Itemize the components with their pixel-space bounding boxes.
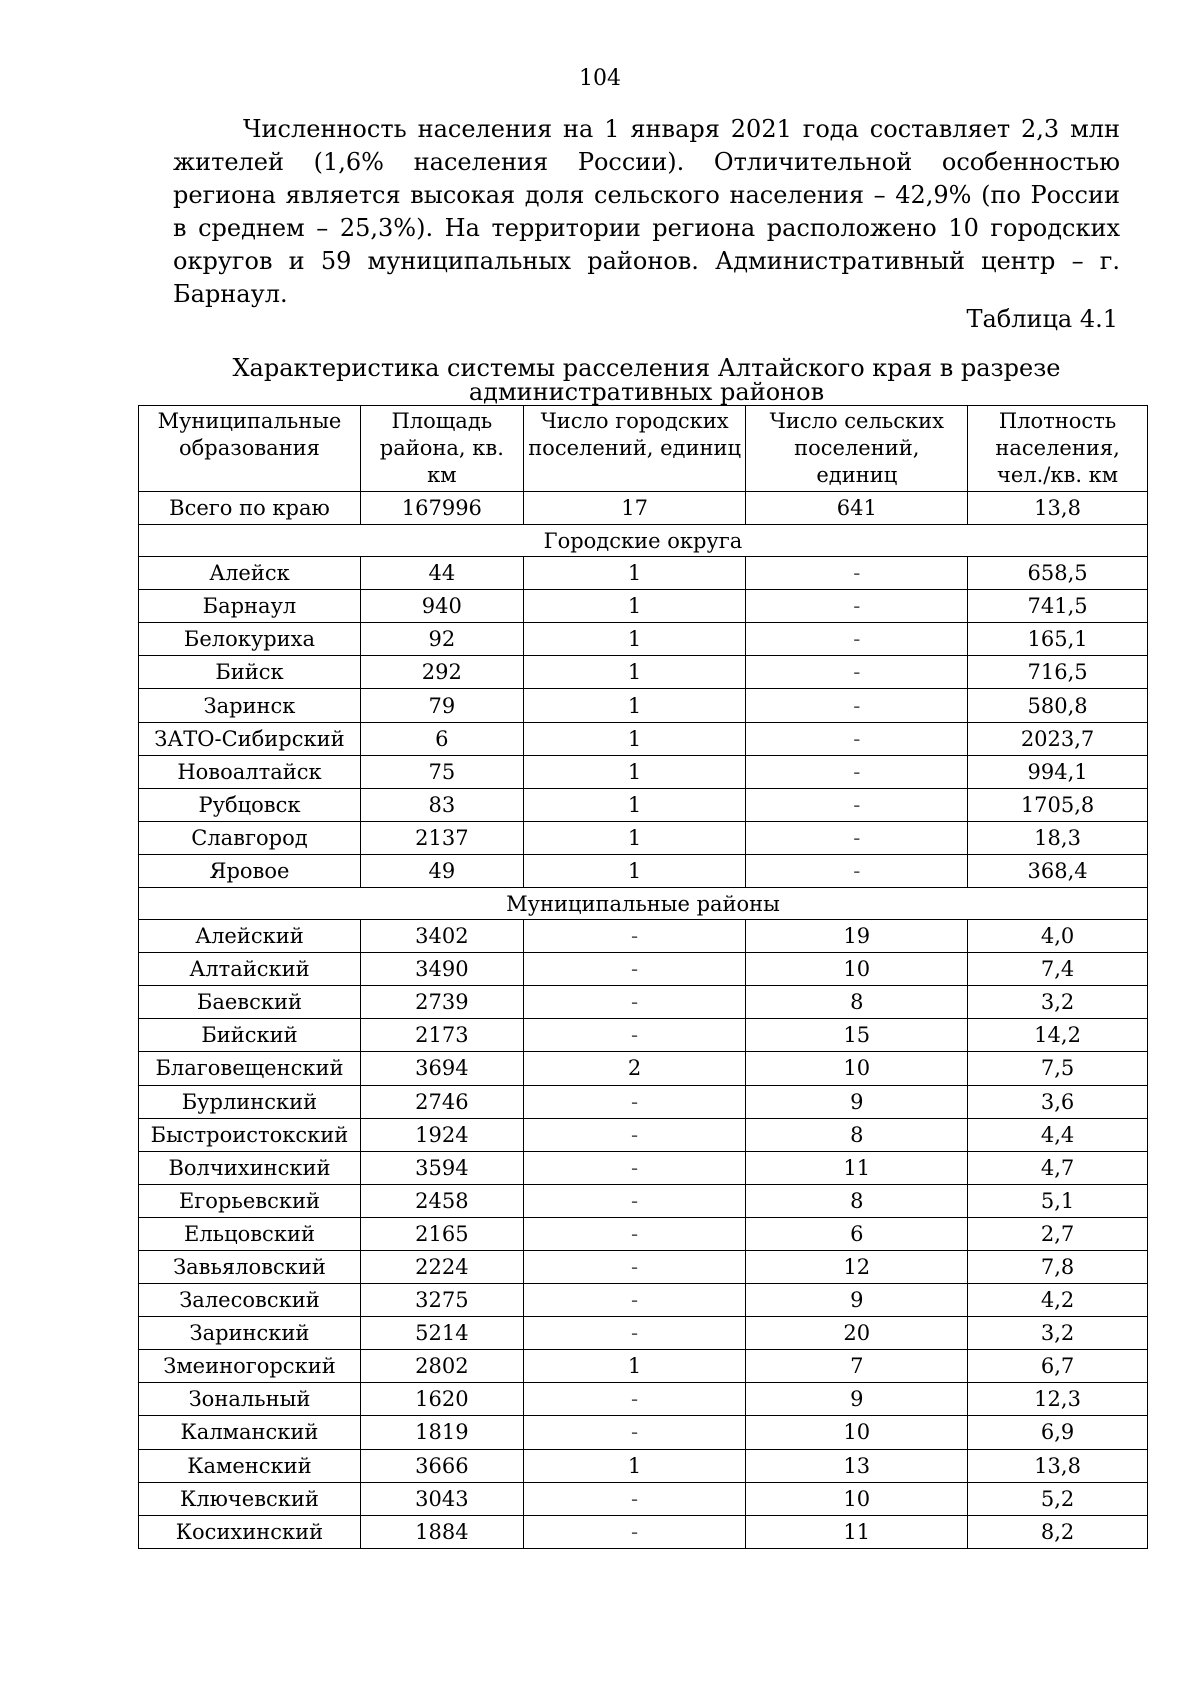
table-row: [139, 689, 1148, 722]
table-cell: 10: [746, 1482, 968, 1515]
table-row: [139, 821, 1148, 854]
table-cell: Бийский: [139, 1019, 361, 1052]
table-cell: Новоалтайск: [139, 755, 361, 788]
table-cell: 1: [523, 1350, 746, 1383]
table-cell: 3,2: [968, 986, 1148, 1019]
table-cell: -: [746, 821, 968, 854]
table-cell: ЗАТО-Сибирский: [139, 722, 361, 755]
table-cell: 1705,8: [968, 788, 1148, 821]
table-cell: -: [746, 854, 968, 887]
table-cell: 12: [746, 1250, 968, 1283]
table-cell: 292: [360, 656, 523, 689]
table-cell: 9: [746, 1383, 968, 1416]
table-cell: 2: [523, 1052, 746, 1085]
table-row: [139, 623, 1148, 656]
table-cell: 13,8: [968, 492, 1148, 525]
table-row: [139, 953, 1148, 986]
table-cell: 2023,7: [968, 722, 1148, 755]
table-row: [139, 1151, 1148, 1184]
table-cell: 994,1: [968, 755, 1148, 788]
table-row: [139, 1284, 1148, 1317]
table-cell: -: [746, 590, 968, 623]
table-cell: 1: [523, 590, 746, 623]
table-cell: 167996: [360, 492, 523, 525]
table-cell: 75: [360, 755, 523, 788]
table-header: [139, 406, 1148, 492]
table-cell: 1924: [360, 1118, 523, 1151]
table-row: [139, 788, 1148, 821]
table-cell: 1819: [360, 1416, 523, 1449]
table-cell: 5,2: [968, 1482, 1148, 1515]
table-cell: 18,3: [968, 821, 1148, 854]
header-cell-area: Площадь района, кв. км: [360, 406, 523, 492]
table-cell: 4,2: [968, 1284, 1148, 1317]
table-cell: Ельцовский: [139, 1217, 361, 1250]
table-cell: -: [523, 1184, 746, 1217]
table-row: [139, 557, 1148, 590]
table-cell: 6,9: [968, 1416, 1148, 1449]
table-cell: 1: [523, 1449, 746, 1482]
table-cell: Волчихинский: [139, 1151, 361, 1184]
table-cell: 83: [360, 788, 523, 821]
table-cell: 11: [746, 1515, 968, 1548]
table-cell: 6,7: [968, 1350, 1148, 1383]
header-cell-urban-settlements: Число городских поселений, единиц: [523, 406, 746, 492]
table-cell: 4,0: [968, 920, 1148, 953]
table-cell: 13,8: [968, 1449, 1148, 1482]
table-cell: Ключевский: [139, 1482, 361, 1515]
table-cell: 8,2: [968, 1515, 1148, 1548]
table-cell: -: [523, 1151, 746, 1184]
table-cell: 1: [523, 788, 746, 821]
table-cell: -: [523, 1284, 746, 1317]
table-cell: Барнаул: [139, 590, 361, 623]
table-cell: 3043: [360, 1482, 523, 1515]
table-cell: 5,1: [968, 1184, 1148, 1217]
table-cell: 7,4: [968, 953, 1148, 986]
table-cell: 8: [746, 1118, 968, 1151]
table-cell: 9: [746, 1284, 968, 1317]
table-cell: 3,2: [968, 1317, 1148, 1350]
table-cell: Белокуриха: [139, 623, 361, 656]
table-cell: 5214: [360, 1317, 523, 1350]
table-cell: 6: [360, 722, 523, 755]
table-cell: 4,7: [968, 1151, 1148, 1184]
table-cell: Алтайский: [139, 953, 361, 986]
table-cell: Бурлинский: [139, 1085, 361, 1118]
table-row: [139, 755, 1148, 788]
table-row: [139, 1317, 1148, 1350]
table-cell: Заринск: [139, 689, 361, 722]
table-cell: 8: [746, 1184, 968, 1217]
table-cell: -: [746, 557, 968, 590]
table-cell: 2746: [360, 1085, 523, 1118]
table-cell: -: [746, 788, 968, 821]
table-row: [139, 1383, 1148, 1416]
table-cell: 1: [523, 656, 746, 689]
table-cell: 3402: [360, 920, 523, 953]
table-cell: -: [523, 1416, 746, 1449]
table-cell: 3694: [360, 1052, 523, 1085]
header-cell-density: Плотность населения, чел./кв. км: [968, 406, 1148, 492]
table-row: [139, 1019, 1148, 1052]
table-cell: 741,5: [968, 590, 1148, 623]
table-cell: 716,5: [968, 656, 1148, 689]
table-cell: Калманский: [139, 1416, 361, 1449]
table-row: [139, 1085, 1148, 1118]
table-cell: -: [746, 623, 968, 656]
table-cell: 3666: [360, 1449, 523, 1482]
table-cell: Алейск: [139, 557, 361, 590]
table-cell: 1: [523, 755, 746, 788]
table-cell: -: [523, 1317, 746, 1350]
table-row: [139, 1052, 1148, 1085]
table-row: [139, 1416, 1148, 1449]
body-paragraph: Численность населения на 1 января 2021 года составляет 2,3 млн жителей (1,6% населения России). Отличительной особенностью региона является высокая доля сельского населения – 42,9% (по России в среднем – 25,3%). На территории региона расположено 10 городских округов и 59 муниципальных районов. Административный центр – г. Барнаул.: [173, 115, 1120, 308]
table-cell: 79: [360, 689, 523, 722]
table-cell: Славгород: [139, 821, 361, 854]
table-row: [139, 656, 1148, 689]
table-cell: -: [523, 986, 746, 1019]
table-cell: 2,7: [968, 1217, 1148, 1250]
table-cell: 1884: [360, 1515, 523, 1548]
table-cell: 10: [746, 1416, 968, 1449]
table-cell: 940: [360, 590, 523, 623]
settlement-table: [138, 405, 1148, 1549]
table-cell: 49: [360, 854, 523, 887]
table-cell: -: [523, 1085, 746, 1118]
table-row: [139, 1250, 1148, 1283]
table-cell: 17: [523, 492, 746, 525]
table-cell: 1: [523, 557, 746, 590]
table-cell: 20: [746, 1317, 968, 1350]
table-cell: 1: [523, 722, 746, 755]
table-row: [139, 854, 1148, 887]
table-cell: 15: [746, 1019, 968, 1052]
section-header-row: [139, 525, 1148, 557]
table-cell: -: [523, 953, 746, 986]
table-cell: 92: [360, 623, 523, 656]
table-cell: -: [523, 1515, 746, 1548]
table-cell: 2165: [360, 1217, 523, 1250]
table-cell: 3594: [360, 1151, 523, 1184]
table-cell: Заринский: [139, 1317, 361, 1350]
table-cell: Алейский: [139, 920, 361, 953]
table-row: [139, 1184, 1148, 1217]
table-cell: 4,4: [968, 1118, 1148, 1151]
table-cell: Благовещенский: [139, 1052, 361, 1085]
table-cell: 10: [746, 953, 968, 986]
table-row: [139, 590, 1148, 623]
table-cell: -: [523, 1217, 746, 1250]
table-cell: 14,2: [968, 1019, 1148, 1052]
table-cell: -: [746, 755, 968, 788]
table-cell: 7,8: [968, 1250, 1148, 1283]
table-cell: Залесовский: [139, 1284, 361, 1317]
table-cell: 2739: [360, 986, 523, 1019]
table-cell: Яровое: [139, 854, 361, 887]
table-cell: 658,5: [968, 557, 1148, 590]
table-cell: Зональный: [139, 1383, 361, 1416]
table-row: [139, 722, 1148, 755]
table-cell: 12,3: [968, 1383, 1148, 1416]
table-cell: -: [523, 1019, 746, 1052]
table-cell: 6: [746, 1217, 968, 1250]
section-title: Муниципальные районы: [139, 888, 1148, 920]
table-cell: Бийск: [139, 656, 361, 689]
table-cell: 8: [746, 986, 968, 1019]
table-row: [139, 920, 1148, 953]
table-cell: -: [523, 1383, 746, 1416]
table-cell: 2137: [360, 821, 523, 854]
table-row: [139, 1482, 1148, 1515]
table-row: [139, 986, 1148, 1019]
table-cell: 2802: [360, 1350, 523, 1383]
total-row: [139, 492, 1148, 525]
section-title: Городские округа: [139, 525, 1148, 557]
table-cell: 1: [523, 821, 746, 854]
table-cell: -: [746, 656, 968, 689]
table-cell: 2458: [360, 1184, 523, 1217]
table-cell: Каменский: [139, 1449, 361, 1482]
table-cell: 165,1: [968, 623, 1148, 656]
table-cell: -: [746, 722, 968, 755]
table-cell: 13: [746, 1449, 968, 1482]
table-cell: 19: [746, 920, 968, 953]
table-cell: 3275: [360, 1284, 523, 1317]
table-caption: Характеристика системы расселения Алтайского края в разрезе административных районов: [232, 354, 1061, 406]
header-cell-municipality: Муниципальные образования: [139, 406, 361, 492]
table-cell: Рубцовск: [139, 788, 361, 821]
table-cell: 1: [523, 689, 746, 722]
table-cell: 11: [746, 1151, 968, 1184]
table-cell: -: [746, 689, 968, 722]
table-cell: 3490: [360, 953, 523, 986]
table-cell: 7,5: [968, 1052, 1148, 1085]
table-cell: Баевский: [139, 986, 361, 1019]
table-cell: Косихинский: [139, 1515, 361, 1548]
table-cell: 9: [746, 1085, 968, 1118]
table-row: [139, 1515, 1148, 1548]
table-cell: 44: [360, 557, 523, 590]
table-cell: 1: [523, 854, 746, 887]
table-cell: Всего по краю: [139, 492, 361, 525]
table-cell: 2173: [360, 1019, 523, 1052]
table-number: Таблица 4.1: [966, 305, 1118, 333]
table-row: [139, 1118, 1148, 1151]
table-cell: -: [523, 1482, 746, 1515]
table-cell: Егорьевский: [139, 1184, 361, 1217]
table-cell: Змеиногорский: [139, 1350, 361, 1383]
table-cell: 368,4: [968, 854, 1148, 887]
table-cell: 10: [746, 1052, 968, 1085]
table-cell: Завьяловский: [139, 1250, 361, 1283]
header-cell-rural-settlements: Число сельских поселений, единиц: [746, 406, 968, 492]
section-header-row: [139, 888, 1148, 920]
table-row: [139, 1350, 1148, 1383]
table-cell: 641: [746, 492, 968, 525]
table-body: [139, 492, 1148, 1549]
table-cell: 1: [523, 623, 746, 656]
table-cell: -: [523, 920, 746, 953]
table-cell: Быстроистокский: [139, 1118, 361, 1151]
table-row: [139, 1217, 1148, 1250]
table-cell: 3,6: [968, 1085, 1148, 1118]
table-cell: 7: [746, 1350, 968, 1383]
table-cell: -: [523, 1118, 746, 1151]
table-cell: -: [523, 1250, 746, 1283]
table-cell: 580,8: [968, 689, 1148, 722]
header-row: [139, 406, 1148, 492]
table-cell: 2224: [360, 1250, 523, 1283]
table-row: [139, 1449, 1148, 1482]
table-cell: 1620: [360, 1383, 523, 1416]
page-number: 104: [579, 66, 621, 91]
